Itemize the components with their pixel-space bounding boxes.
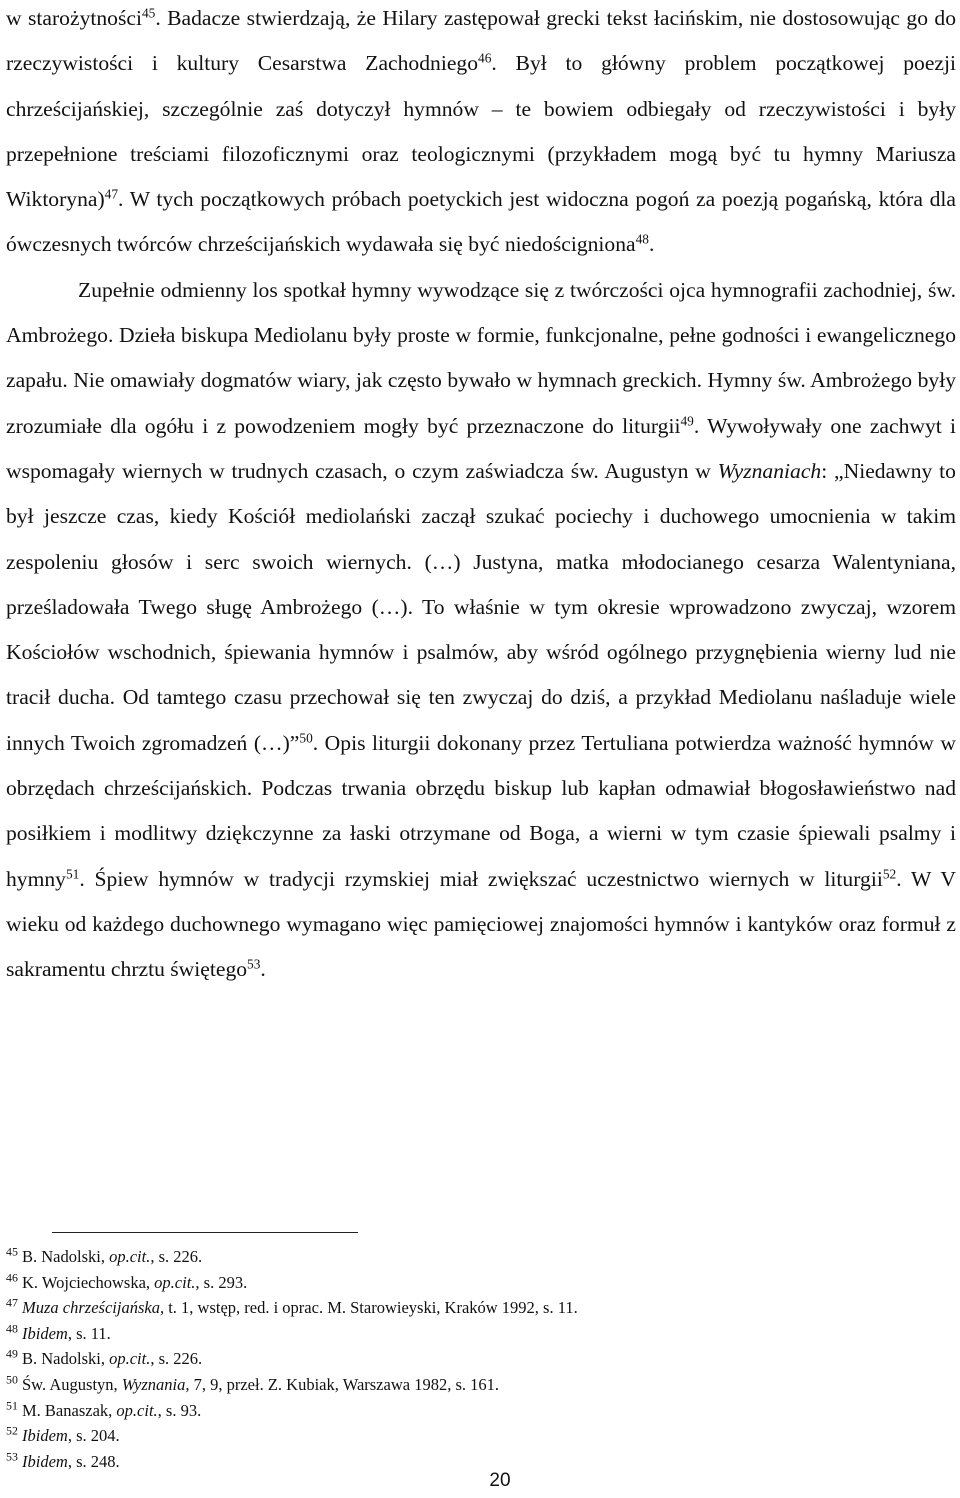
italic-title: Wyznaniach bbox=[717, 458, 822, 483]
main-text bbox=[6, 0, 956, 993]
footnote-text: , s. 204. bbox=[67, 1426, 120, 1446]
text-run: . Wywoływały one zachwyt i wspomagały wiernych w trudnych czasach, o czym zaświadcza św. Augustyn w bbox=[6, 413, 957, 483]
footnote-ref[interactable]: 51 bbox=[65, 866, 80, 882]
footnote-text: , s. 226. bbox=[150, 1247, 203, 1266]
footnote bbox=[6, 1423, 936, 1449]
footnote-number: 50 bbox=[6, 1372, 18, 1387]
footnote bbox=[6, 1244, 936, 1270]
footnote-text: , s. 248. bbox=[67, 1451, 120, 1471]
footnote-ref[interactable]: 52 bbox=[882, 866, 897, 882]
footnote bbox=[6, 1346, 936, 1372]
footnote-number: 45 bbox=[6, 1244, 18, 1259]
footnote-number: 47 bbox=[6, 1295, 18, 1310]
text-run: . bbox=[260, 957, 266, 982]
footnote bbox=[6, 1321, 936, 1347]
footnote bbox=[6, 1372, 936, 1398]
footnotes bbox=[6, 1244, 936, 1474]
footnote-italic: Ibidem bbox=[22, 1323, 68, 1343]
footnote-separator bbox=[52, 1232, 358, 1233]
footnote bbox=[6, 1398, 936, 1424]
footnote-text: , s. 93. bbox=[157, 1400, 202, 1420]
text-run: . W V wieku od każdego duchownego wymagano więc pamięciowej znajomości hymnów i kantyków oraz formuł z sakramentu chrztu świętego bbox=[6, 866, 956, 982]
footnote-text: , s. 11. bbox=[67, 1323, 111, 1343]
footnote-number: 52 bbox=[6, 1423, 18, 1438]
footnote-ref[interactable]: 48 bbox=[635, 232, 649, 248]
paragraph bbox=[6, 0, 956, 268]
text-run: w starożytności bbox=[6, 6, 142, 30]
page-number: 20 bbox=[489, 1470, 511, 1491]
footnote-text: M. Banaszak, bbox=[22, 1400, 117, 1420]
footnote-text: , s. 226. bbox=[150, 1349, 203, 1369]
text-run: . Opis liturgii dokonany przez Tertuliana potwierdza ważność hymnów w obrzędach chrześcijańskich. Podczas trwania obrzędu biskup lub kapłan odmawiał błogosławieństwo nad posiłkiem i modlitwy dziękczynne za łaski otrzymane od Boga, a wierni w tym czasie śpiewali psalmy i hymny bbox=[6, 730, 956, 891]
footnote-italic: op.cit. bbox=[116, 1400, 158, 1420]
footnote-italic: Muza chrześcijańska, bbox=[22, 1298, 165, 1318]
footnote bbox=[6, 1270, 936, 1296]
text-run: . Był to główny problem początkowej poezji chrześcijańskiej, szczególnie zaś dotyczył hymnów – te bowiem odbiegały od rzeczywistości i były przepełnione treściami filozoficznymi oraz teologicznymi (przykładem mogą być tu hymny Mariusza Wiktoryna) bbox=[6, 51, 956, 212]
footnote-text: Św. Augustyn, bbox=[22, 1374, 122, 1394]
footnote-italic: op.cit., bbox=[154, 1272, 200, 1292]
text-run: . W tych początkowych próbach poetyckich jest widoczna pogoń za poezją pogańską, która dla ówczesnych twórców chrześcijańskich wydawała się być niedościgniona bbox=[6, 187, 956, 257]
footnote-ref[interactable]: 45 bbox=[141, 5, 156, 21]
footnote-number: 53 bbox=[6, 1449, 18, 1464]
footnote-text: B. Nadolski, bbox=[22, 1247, 110, 1266]
footnote-ref[interactable]: 50 bbox=[299, 730, 313, 746]
footnote-text: B. Nadolski, bbox=[22, 1349, 110, 1369]
footnote-italic: op.cit. bbox=[109, 1349, 151, 1369]
footnote-number: 51 bbox=[6, 1398, 18, 1413]
footnote-text: K. Wojciechowska, bbox=[22, 1272, 155, 1292]
paragraph bbox=[6, 268, 956, 993]
text-run: . Śpiew hymnów w tradycji rzymskiej miał zwiększać uczestnictwo wiernych w liturgii bbox=[79, 866, 883, 891]
footnote-ref[interactable]: 49 bbox=[680, 413, 694, 429]
footnote-number: 49 bbox=[6, 1346, 18, 1361]
text-run: Zupełnie odmienny los spotkał hymny wywodzące się z twórczości ojca hymnografii zachodniej, św. Ambrożego. Dzieła biskupa Mediolanu były proste w formie, funkcjonalne, pełne godności i ewangelicznego zapału. Nie omawiały dogmatów wiary, jak często bywało w hymnach greckich. Hymny św. Ambrożego były zrozumiałe dla ogółu i z powodzeniem mogły być przeznaczone do liturgii bbox=[6, 277, 956, 438]
footnote-text: 7, 9, przeł. Z. Kubiak, Warszawa 1982, s. 161. bbox=[189, 1374, 499, 1394]
text-run: : „Niedawny to był jeszcze czas, kiedy Kościół mediolański zaczął szukać pociechy i duchowego umocnienia w takim zespoleniu głosów i serc swoich wiernych. (…) Justyna, matka młodocianego cesarza Walentyniana, prześladowała Twego sługę Ambrożego (…). To właśnie w tym okresie wprowadzono zwyczaj, wzorem Kościołów wschodnich, śpiewania hymnów i psalmów, aby wśród ogólnego przygnębienia wierny lud nie tracił ducha. Od tamtego czasu przechował się ten zwyczaj do dziś, a przykład Mediolanu naśladuje wiele innych Twoich zgromadzeń (…)” bbox=[6, 458, 956, 755]
footnote bbox=[6, 1295, 936, 1321]
footnote-ref[interactable]: 47 bbox=[104, 186, 119, 202]
footnote-text: s. 293. bbox=[199, 1272, 248, 1292]
footnote-text: t. 1, wstęp, red. i oprac. M. Starowieyski, Kraków 1992, s. 11. bbox=[164, 1298, 578, 1318]
footnote-ref[interactable]: 53 bbox=[247, 956, 261, 972]
text-run: . bbox=[648, 232, 655, 257]
footnote-italic: Ibidem bbox=[22, 1426, 68, 1446]
text-run: . Badacze stwierdzają, że Hilary zastępował grecki tekst łacińskim, nie dostosowując go do rzeczywistości i kultury Cesarstwa Zachodniego bbox=[6, 6, 956, 76]
footnote-italic: op.cit. bbox=[109, 1247, 151, 1266]
footnote-ref[interactable]: 46 bbox=[478, 50, 492, 66]
footnote-number: 48 bbox=[6, 1321, 18, 1336]
footnote-number: 46 bbox=[6, 1270, 18, 1285]
footnote-italic: Ibidem bbox=[22, 1451, 68, 1471]
footnote-italic: Wyznania, bbox=[121, 1374, 190, 1394]
